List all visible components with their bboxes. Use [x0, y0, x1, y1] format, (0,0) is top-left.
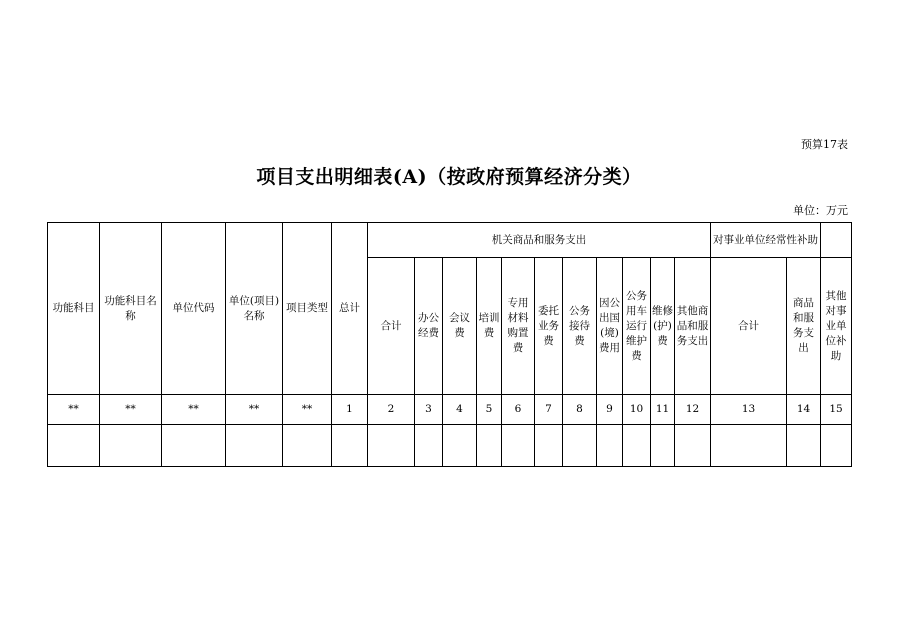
sub-header: 商品和服务支出 [787, 258, 821, 395]
index-cell: 8 [563, 395, 597, 425]
group-header-blank [821, 223, 852, 258]
data-cell [597, 425, 623, 467]
sub-header: 合计 [368, 258, 415, 395]
index-cell: 12 [675, 395, 711, 425]
data-cell [502, 425, 535, 467]
index-cell: 5 [477, 395, 502, 425]
index-cell: 13 [711, 395, 787, 425]
header-row-1 [48, 223, 852, 258]
index-cell: 2 [368, 395, 415, 425]
index-cell: 10 [623, 395, 651, 425]
page-title: 项目支出明细表(A)（按政府预算经济分类） [256, 166, 642, 188]
sub-header: 因公出国(境)费用 [597, 258, 623, 395]
index-cell: ** [226, 395, 283, 425]
index-cell: 15 [821, 395, 852, 425]
data-cell [162, 425, 226, 467]
col-header: 单位(项目)名称 [226, 223, 283, 395]
index-cell: ** [283, 395, 332, 425]
sub-header: 公务用车运行维护费 [623, 258, 651, 395]
col-header: 功能科目名称 [100, 223, 162, 395]
data-cell [48, 425, 100, 467]
sub-header: 专用材料购置费 [502, 258, 535, 395]
index-cell: 3 [415, 395, 443, 425]
index-cell: 1 [332, 395, 368, 425]
data-cell [226, 425, 283, 467]
index-cell: 7 [535, 395, 563, 425]
data-cell [100, 425, 162, 467]
index-cell: ** [100, 395, 162, 425]
sub-header: 会议费 [443, 258, 477, 395]
sub-header: 公务接待费 [563, 258, 597, 395]
index-cell: 11 [651, 395, 675, 425]
data-cell [675, 425, 711, 467]
data-cell [368, 425, 415, 467]
sub-header: 其他对事业单位补助 [821, 258, 852, 395]
data-cell [651, 425, 675, 467]
sub-header: 合计 [711, 258, 787, 395]
data-cell [787, 425, 821, 467]
index-cell: 14 [787, 395, 821, 425]
sub-header: 办公经费 [415, 258, 443, 395]
col-header: 功能科目 [48, 223, 100, 395]
col-header: 单位代码 [162, 223, 226, 395]
form-number: 预算17表 [801, 138, 848, 151]
data-cell [443, 425, 477, 467]
index-cell: 9 [597, 395, 623, 425]
sub-header: 维修(护)费 [651, 258, 675, 395]
group-header: 机关商品和服务支出 [368, 223, 711, 258]
data-cell [415, 425, 443, 467]
data-cell [477, 425, 502, 467]
data-cell [283, 425, 332, 467]
data-cell [332, 425, 368, 467]
index-cell: ** [162, 395, 226, 425]
sub-header: 其他商品和服务支出 [675, 258, 711, 395]
data-cell [623, 425, 651, 467]
empty-data-row [48, 425, 852, 467]
index-cell: 6 [502, 395, 535, 425]
data-cell [535, 425, 563, 467]
budget-table [47, 222, 852, 467]
col-header: 总计 [332, 223, 368, 395]
sub-header: 培训费 [477, 258, 502, 395]
sub-header: 委托业务费 [535, 258, 563, 395]
index-cell: ** [48, 395, 100, 425]
col-header: 项目类型 [283, 223, 332, 395]
data-cell [821, 425, 852, 467]
data-cell [711, 425, 787, 467]
index-cell: 4 [443, 395, 477, 425]
group-header: 对事业单位经常性补助 [711, 223, 821, 258]
unit-label: 单位：万元 [793, 204, 848, 217]
data-cell [563, 425, 597, 467]
index-row [48, 395, 852, 425]
